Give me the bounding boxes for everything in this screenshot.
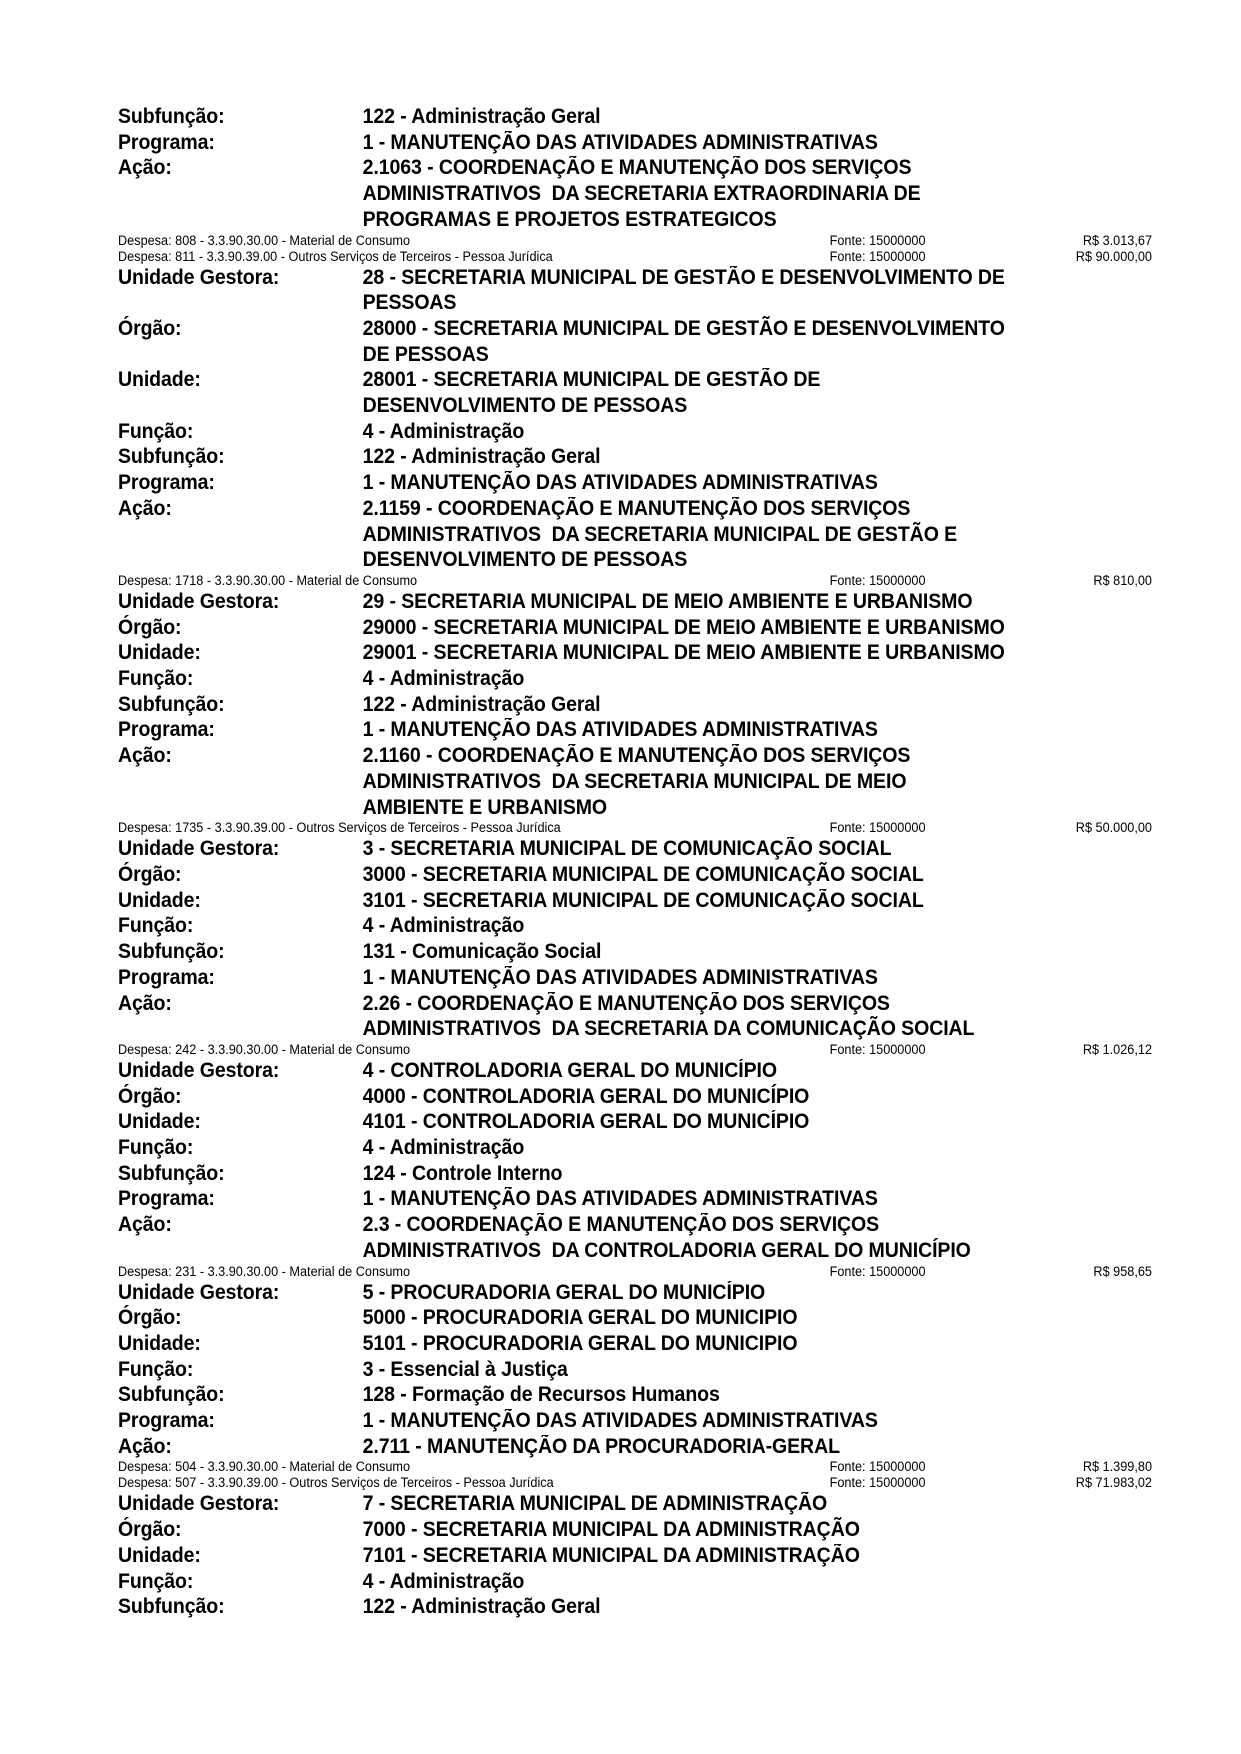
field-label: Subfunção: — [118, 1161, 225, 1185]
expense-description: Despesa: 808 - 3.3.90.30.00 - Material de Consumo — [118, 232, 411, 248]
field-value: 122 - Administração Geral — [362, 445, 601, 469]
field-row — [118, 155, 1150, 232]
field-row — [118, 1161, 1150, 1187]
field-value: 28000 - SECRETARIA MUNICIPAL DE GESTÃO E DESENVOLVIMENTO DE PESSOAS — [362, 316, 1005, 366]
field-row — [118, 743, 1150, 820]
field-row — [118, 888, 1150, 914]
expense-description: Despesa: 507 - 3.3.90.39.00 - Outros Serviços de Terceiros - Pessoa Jurídica — [118, 1475, 554, 1491]
field-row — [118, 692, 1150, 718]
field-row — [118, 991, 1150, 1042]
field-label: Órgão: — [118, 1518, 182, 1542]
field-value: 1 - MANUTENÇÃO DAS ATIVIDADES ADMINISTRATIVAS — [362, 965, 878, 989]
field-label: Função: — [118, 1357, 194, 1381]
field-label: Subfunção: — [118, 445, 225, 469]
field-label: Órgão: — [118, 1306, 182, 1330]
field-value: 29001 - SECRETARIA MUNICIPAL DE MEIO AMBIENTE E URBANISMO — [362, 641, 1005, 665]
field-row — [118, 130, 1150, 156]
expense-line — [118, 233, 1152, 249]
field-value: 122 - Administração Geral — [362, 692, 601, 716]
field-label: Órgão: — [118, 862, 182, 886]
expense-line — [118, 1475, 1152, 1491]
field-row — [118, 1543, 1150, 1569]
field-value: 128 - Formação de Recursos Humanos — [362, 1383, 720, 1407]
field-value: 29 - SECRETARIA MUNICIPAL DE MEIO AMBIENTE E URBANISMO — [362, 589, 973, 613]
field-value: 28001 - SECRETARIA MUNICIPAL DE GESTÃO DE DESENVOLVIMENTO DE PESSOAS — [362, 368, 821, 418]
expense-source: Fonte: 15000000 — [829, 572, 926, 588]
field-row — [118, 1135, 1150, 1161]
field-row — [118, 640, 1150, 666]
field-label: Ação: — [118, 744, 172, 768]
expense-source: Fonte: 15000000 — [829, 1263, 926, 1279]
expense-description: Despesa: 1718 - 3.3.90.30.00 - Material de Consumo — [118, 572, 418, 588]
field-row — [118, 470, 1150, 496]
field-label: Subfunção: — [118, 105, 225, 128]
field-label: Unidade Gestora: — [118, 1492, 280, 1516]
field-value: 2.1063 - COORDENAÇÃO E MANUTENÇÃO DOS SERVIÇOS ADMINISTRATIVOS DA SECRETARIA EXTRAORDINARIA DE PROGRAMAS E PROJETOS ESTRATEGICOS — [362, 156, 921, 231]
field-value: 3 - Essencial à Justiça — [362, 1357, 568, 1381]
field-value: 4 - Administração — [362, 667, 525, 691]
field-label: Unidade: — [118, 1110, 201, 1134]
field-value: 122 - Administração Geral — [362, 1595, 601, 1619]
expense-amount: R$ 71.983,02 — [1075, 1475, 1152, 1491]
expense-amount: R$ 1.026,12 — [1082, 1041, 1152, 1057]
expense-source: Fonte: 15000000 — [829, 1459, 926, 1475]
field-row — [118, 1569, 1150, 1595]
field-row — [118, 615, 1150, 641]
expense-amount: R$ 90.000,00 — [1075, 248, 1152, 264]
expense-description: Despesa: 231 - 3.3.90.30.00 - Material de Consumo — [118, 1263, 411, 1279]
expense-line — [118, 249, 1152, 265]
field-label: Função: — [118, 914, 194, 938]
field-label: Subfunção: — [118, 1383, 225, 1407]
field-label: Subfunção: — [118, 940, 225, 964]
field-label: Função: — [118, 419, 194, 443]
field-value: 4 - Administração — [362, 1569, 525, 1593]
field-label: Ação: — [118, 991, 172, 1015]
field-value: 4 - Administração — [362, 419, 525, 443]
field-row — [118, 419, 1150, 445]
expense-amount: R$ 50.000,00 — [1075, 820, 1152, 836]
field-row — [118, 939, 1150, 965]
field-label: Ação: — [118, 1213, 172, 1237]
expense-description: Despesa: 504 - 3.3.90.30.00 - Material de Consumo — [118, 1459, 411, 1475]
field-row — [118, 1357, 1150, 1383]
expense-amount: R$ 3.013,67 — [1082, 232, 1152, 248]
field-row — [118, 1058, 1150, 1084]
field-row — [118, 104, 1150, 130]
field-value: 4 - Administração — [362, 914, 525, 938]
field-value: 3101 - SECRETARIA MUNICIPAL DE COMUNICAÇÃO SOCIAL — [362, 888, 924, 912]
field-label: Programa: — [118, 130, 215, 154]
field-label: Unidade: — [118, 1543, 201, 1567]
field-row — [118, 1109, 1150, 1135]
expense-line — [118, 1042, 1152, 1058]
field-label: Unidade Gestora: — [118, 837, 280, 861]
field-row — [118, 913, 1150, 939]
field-value: 5000 - PROCURADORIA GERAL DO MUNICIPIO — [362, 1306, 798, 1330]
expense-source: Fonte: 15000000 — [829, 248, 926, 264]
expense-line — [118, 1264, 1152, 1280]
field-value: 2.3 - COORDENAÇÃO E MANUTENÇÃO DOS SERVIÇOS ADMINISTRATIVOS DA CONTROLADORIA GERAL DO MUNICÍPIO — [362, 1213, 971, 1262]
field-label: Unidade Gestora: — [118, 1280, 280, 1304]
field-value: 7 - SECRETARIA MUNICIPAL DE ADMINISTRAÇÃO — [362, 1492, 828, 1516]
field-row — [118, 265, 1150, 316]
field-value: 7000 - SECRETARIA MUNICIPAL DA ADMINISTRAÇÃO — [362, 1518, 860, 1542]
expense-amount: R$ 958,65 — [1093, 1263, 1152, 1279]
field-value: 4000 - CONTROLADORIA GERAL DO MUNICÍPIO — [362, 1084, 810, 1108]
field-row — [118, 367, 1150, 418]
expense-line — [118, 573, 1152, 589]
field-row — [118, 1434, 1150, 1460]
expense-line — [118, 1459, 1152, 1475]
field-row — [118, 1331, 1150, 1357]
field-label: Ação: — [118, 156, 172, 180]
field-label: Programa: — [118, 718, 215, 742]
field-value: 5 - PROCURADORIA GERAL DO MUNICÍPIO — [362, 1280, 766, 1304]
field-value: 131 - Comunicação Social — [362, 940, 602, 964]
field-value: 28 - SECRETARIA MUNICIPAL DE GESTÃO E DESENVOLVIMENTO DE PESSOAS — [362, 265, 1005, 315]
field-label: Unidade Gestora: — [118, 589, 280, 613]
field-value: 2.711 - MANUTENÇÃO DA PROCURADORIA-GERAL — [362, 1434, 840, 1458]
expense-amount: R$ 1.399,80 — [1082, 1459, 1152, 1475]
field-row — [118, 666, 1150, 692]
field-label: Subfunção: — [118, 692, 225, 716]
field-value: 1 - MANUTENÇÃO DAS ATIVIDADES ADMINISTRATIVAS — [362, 718, 878, 742]
expense-source: Fonte: 15000000 — [829, 1041, 926, 1057]
field-label: Programa: — [118, 965, 215, 989]
field-row — [118, 965, 1150, 991]
field-label: Unidade Gestora: — [118, 1058, 280, 1082]
field-row — [118, 862, 1150, 888]
field-value: 2.1160 - COORDENAÇÃO E MANUTENÇÃO DOS SERVIÇOS ADMINISTRATIVOS DA SECRETARIA MUNICIPAL DE MEIO AMBIENTE E URBANISMO — [362, 744, 911, 819]
field-value: 124 - Controle Interno — [362, 1161, 563, 1185]
field-label: Programa: — [118, 1409, 215, 1433]
field-value: 29000 - SECRETARIA MUNICIPAL DE MEIO AMBIENTE E URBANISMO — [362, 615, 1005, 639]
expense-description: Despesa: 811 - 3.3.90.39.00 - Outros Serviços de Terceiros - Pessoa Jurídica — [118, 248, 553, 264]
field-label: Unidade: — [118, 888, 201, 912]
field-label: Função: — [118, 1136, 194, 1160]
field-row — [118, 1517, 1150, 1543]
field-value: 2.26 - COORDENAÇÃO E MANUTENÇÃO DOS SERVIÇOS ADMINISTRATIVOS DA SECRETARIA DA COMUNICAÇÃO SOCIAL — [362, 991, 975, 1041]
field-row — [118, 1408, 1150, 1434]
field-row — [118, 1594, 1150, 1620]
field-value: 7101 - SECRETARIA MUNICIPAL DA ADMINISTRAÇÃO — [362, 1543, 860, 1567]
field-value: 1 - MANUTENÇÃO DAS ATIVIDADES ADMINISTRATIVAS — [362, 1187, 878, 1211]
field-label: Órgão: — [118, 1084, 182, 1108]
field-row — [118, 589, 1150, 615]
field-row — [118, 316, 1150, 367]
field-label: Unidade: — [118, 641, 201, 665]
field-value: 4101 - CONTROLADORIA GERAL DO MUNICÍPIO — [362, 1110, 810, 1134]
field-value: 3000 - SECRETARIA MUNICIPAL DE COMUNICAÇÃO SOCIAL — [362, 862, 924, 886]
field-label: Unidade: — [118, 368, 201, 392]
field-value: 3 - SECRETARIA MUNICIPAL DE COMUNICAÇÃO SOCIAL — [362, 837, 892, 861]
field-label: Órgão: — [118, 316, 182, 340]
field-row — [118, 1186, 1150, 1212]
field-row — [118, 1305, 1150, 1331]
field-row — [118, 444, 1150, 470]
field-value: 1 - MANUTENÇÃO DAS ATIVIDADES ADMINISTRATIVAS — [362, 130, 878, 154]
expense-line — [118, 820, 1152, 836]
field-label: Subfunção: — [118, 1595, 225, 1619]
field-value: 1 - MANUTENÇÃO DAS ATIVIDADES ADMINISTRATIVAS — [362, 471, 878, 495]
field-row — [118, 496, 1150, 573]
field-label: Unidade: — [118, 1331, 201, 1355]
field-label: Órgão: — [118, 615, 182, 639]
expense-description: Despesa: 1735 - 3.3.90.39.00 - Outros Serviços de Terceiros - Pessoa Jurídica — [118, 820, 561, 836]
field-label: Função: — [118, 1569, 194, 1593]
expense-source: Fonte: 15000000 — [829, 232, 926, 248]
budget-document — [118, 104, 1152, 1620]
field-row — [118, 1212, 1150, 1263]
field-value: 122 - Administração Geral — [362, 105, 601, 128]
field-row — [118, 1491, 1150, 1517]
field-value: 2.1159 - COORDENAÇÃO E MANUTENÇÃO DOS SERVIÇOS ADMINISTRATIVOS DA SECRETARIA MUNICIPAL DE GESTÃO E DESENVOLVIMENTO DE PESSOAS — [362, 496, 958, 572]
field-value: 4 - Administração — [362, 1136, 525, 1160]
field-row — [118, 1084, 1150, 1110]
expense-source: Fonte: 15000000 — [829, 820, 926, 836]
field-value: 1 - MANUTENÇÃO DAS ATIVIDADES ADMINISTRATIVAS — [362, 1409, 878, 1433]
field-row — [118, 1382, 1150, 1408]
field-value: 5101 - PROCURADORIA GERAL DO MUNICIPIO — [362, 1331, 798, 1355]
field-label: Unidade Gestora: — [118, 265, 280, 289]
field-row — [118, 717, 1150, 743]
expense-description: Despesa: 242 - 3.3.90.30.00 - Material de Consumo — [118, 1041, 411, 1057]
expense-amount: R$ 810,00 — [1093, 572, 1152, 588]
field-row — [118, 1280, 1150, 1306]
field-label: Programa: — [118, 1187, 215, 1211]
field-label: Ação: — [118, 1434, 172, 1458]
field-label: Programa: — [118, 471, 215, 495]
expense-source: Fonte: 15000000 — [829, 1475, 926, 1491]
field-row — [118, 836, 1150, 862]
field-value: 4 - CONTROLADORIA GERAL DO MUNICÍPIO — [362, 1058, 777, 1082]
field-label: Função: — [118, 667, 194, 691]
field-label: Ação: — [118, 496, 172, 520]
